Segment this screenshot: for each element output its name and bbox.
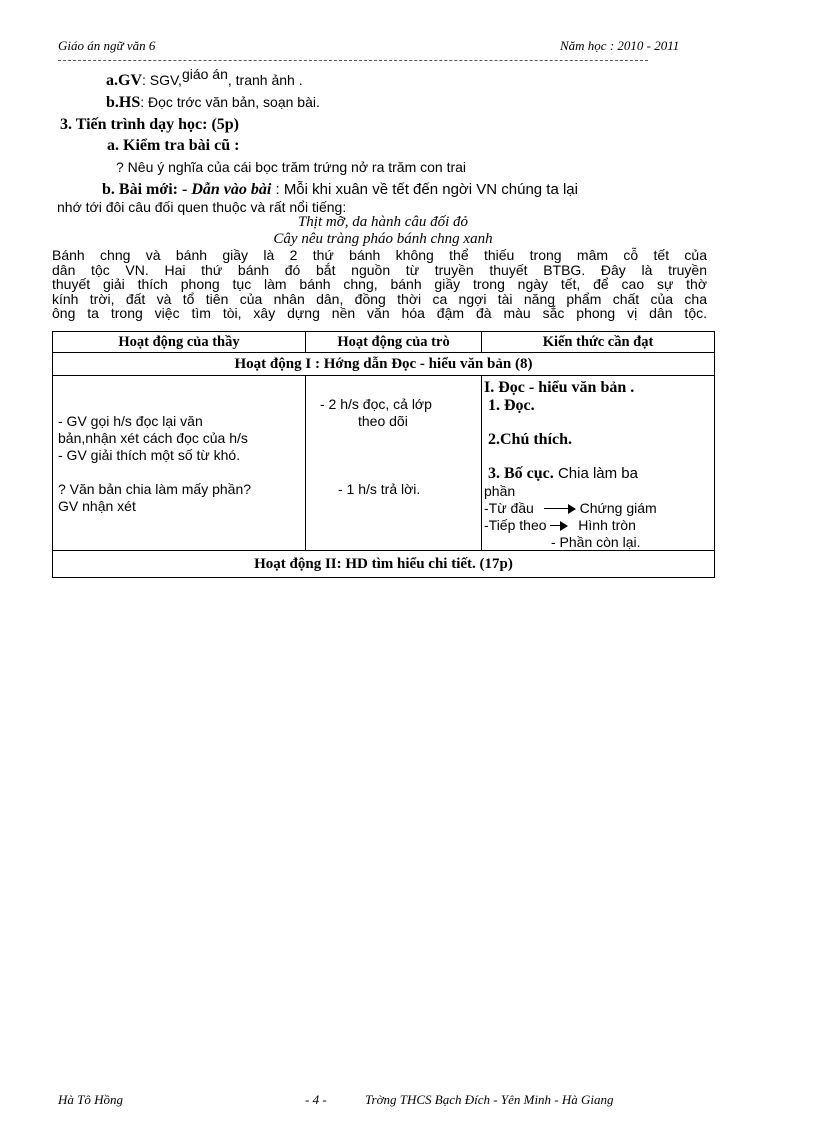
layout-label: 3. Bố cục. bbox=[488, 465, 554, 482]
header-right: Năm học : 2010 - 2011 bbox=[560, 38, 680, 53]
arrow-right-icon bbox=[544, 504, 576, 514]
knowledge-title: I. Đọc - hiểu văn bản . bbox=[484, 379, 635, 396]
review-title: a. Kiểm tra bài cũ : bbox=[107, 137, 240, 154]
review-question: ? Nêu ý nghĩa của cái bọc trăm trứng nở ra trăm con trai bbox=[116, 159, 467, 175]
footer-author: Hà Tô Hồng bbox=[58, 1092, 124, 1107]
prep-hs bbox=[106, 94, 320, 112]
new-lesson-line2: nhớ tới đôi câu đối quen thuộc và rất nổi tiếng: bbox=[57, 199, 347, 215]
teacher-line: - GV gọi h/s đọc lại văn bbox=[58, 413, 203, 429]
part-2-end: Hình tròn bbox=[578, 517, 636, 533]
part-1-end: Chứng giám bbox=[579, 500, 657, 516]
activity-2-label: Hoạt động II: bbox=[254, 556, 346, 572]
lesson-table bbox=[52, 331, 715, 578]
knowledge-read: 1. Đọc. bbox=[488, 397, 535, 414]
knowledge-notes: 2.Chú thích. bbox=[488, 431, 573, 448]
part-1-start: -Từ đầu bbox=[484, 500, 534, 516]
intro-text: : Mỗi khi xuân về tết đến ngời VN chúng ta lại bbox=[271, 181, 578, 198]
header-teacher: Hoạt động của thầy bbox=[53, 332, 306, 353]
footer-school: Trờng THCS Bạch Đích - Yên Minh - Hà Giang bbox=[365, 1092, 614, 1107]
paragraph-line: Bánh chng và bánh giầy là 2 thứ bánh không thể thiếu trong mâm cỗ tết của bbox=[52, 247, 707, 263]
part-1 bbox=[484, 500, 657, 516]
layout-text: Chia làm ba bbox=[553, 465, 638, 482]
new-lesson-label: b. Bài mới: - bbox=[102, 181, 192, 198]
intro-paragraph bbox=[52, 248, 707, 321]
teacher-line: - GV giải thích một số từ khó. bbox=[58, 447, 241, 463]
footer-page-number: - 4 - bbox=[305, 1092, 327, 1107]
header-knowledge: Kiến thức cần đạt bbox=[482, 332, 715, 353]
section-3-title: 3. Tiến trình dạy học: (5p) bbox=[60, 116, 239, 133]
student-cell bbox=[306, 376, 482, 551]
part-3: - Phần còn lại. bbox=[551, 534, 641, 550]
prep-hs-text: : Đọc trớc văn bản, soạn bài. bbox=[140, 94, 320, 110]
prep-gv-text-end: , tranh ảnh . bbox=[227, 72, 303, 88]
student-line: - 2 h/s đọc, cả lớp bbox=[320, 396, 432, 412]
prep-gv bbox=[106, 66, 303, 90]
paragraph-line: dân tộc VN. Hai thứ bánh đó bắt nguồn từ truyền thuyết BTBG. Đây là truyền bbox=[52, 261, 707, 278]
header-divider bbox=[58, 60, 648, 61]
prep-gv-superscript: giáo án bbox=[181, 66, 228, 82]
couplet-line-1: Thịt mỡ, da hành câu đối đỏ bbox=[297, 214, 469, 230]
new-lesson-line1 bbox=[102, 181, 578, 199]
activity-2-title bbox=[53, 551, 715, 578]
activity-1-title: Hoạt động I : Hớng dẫn Đọc - hiểu văn bản (8) bbox=[53, 353, 715, 376]
activity-2-row bbox=[53, 551, 715, 578]
teacher-line: bản,nhận xét cách đọc của h/s bbox=[58, 430, 248, 446]
prep-gv-label: a.GV bbox=[106, 72, 142, 89]
student-line: - 1 h/s trả lời. bbox=[338, 481, 421, 497]
activity-2-text: HD tìm hiểu chi tiết. (17p) bbox=[345, 556, 513, 572]
student-line: theo dõi bbox=[358, 413, 408, 429]
prep-hs-label: b.HS bbox=[106, 94, 141, 111]
layout-cont: phần bbox=[484, 483, 516, 499]
part-2 bbox=[484, 517, 636, 533]
paragraph-line: thuyết giải thích phong tục làm bánh chng, bánh giầy trong ngày tết, để cao sự thờ bbox=[52, 276, 707, 293]
arrow-right-icon bbox=[550, 521, 568, 531]
teacher-line: ? Văn bản chia làm mấy phần? bbox=[58, 481, 252, 497]
table-header-row bbox=[53, 332, 715, 353]
teacher-cell bbox=[53, 376, 306, 551]
intro-label: Dẫn vào bài bbox=[191, 181, 272, 198]
couplet-line-2: Cây nêu tràng pháo bánh chng xanh bbox=[273, 231, 493, 247]
knowledge-cell bbox=[482, 376, 715, 551]
header-left: Giáo án ngữ văn 6 bbox=[58, 38, 156, 53]
knowledge-layout bbox=[488, 465, 638, 483]
activity-1-content-row bbox=[53, 376, 715, 551]
paragraph-line: kính trời, đất và tổ tiên của nhân dân, đồng thời ca ngợi tài năng phẩm chất của cha bbox=[52, 290, 707, 307]
paragraph-line: ông ta trong việc tìm tòi, xây dựng nền văn hóa đậm đà màu sắc phong vị dân tộc. bbox=[52, 305, 707, 322]
part-2-start: -Tiếp theo bbox=[484, 517, 547, 533]
header-student: Hoạt động của trò bbox=[306, 332, 482, 353]
teacher-line: GV nhận xét bbox=[58, 498, 136, 514]
activity-1-row bbox=[53, 353, 715, 376]
prep-gv-text: : SGV, bbox=[142, 72, 182, 88]
